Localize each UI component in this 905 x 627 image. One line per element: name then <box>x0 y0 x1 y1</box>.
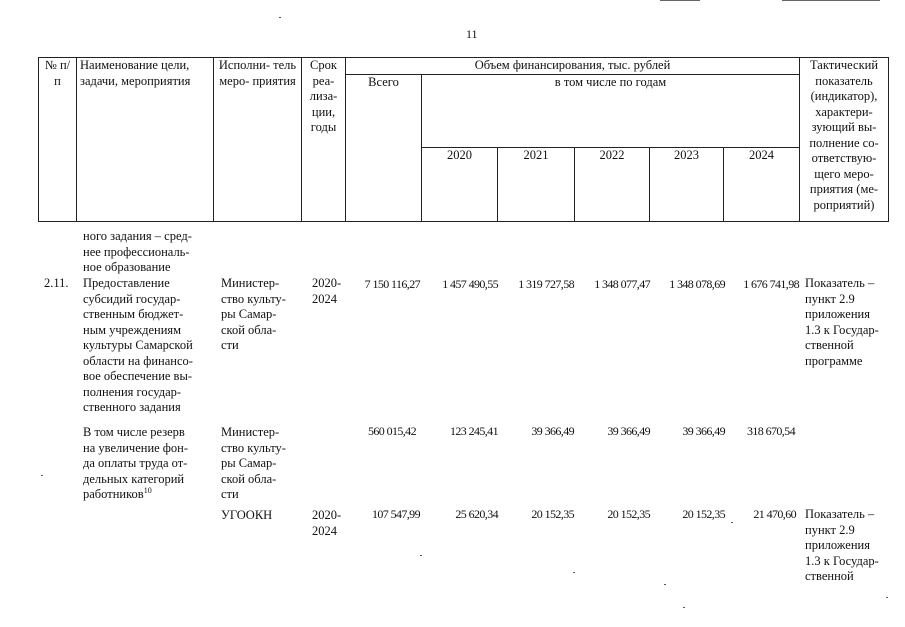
row-2022: 39 366,49 <box>607 424 650 438</box>
header-executor: Исполни- тель меро- приятия <box>214 58 302 222</box>
row-2022: 20 152,35 <box>607 507 650 521</box>
row-total: 560 015,42 <box>367 424 416 438</box>
header-name: Наименование цели, задачи, мероприятия <box>77 58 214 222</box>
header-term: Срок реа- лиза- ции, годы <box>302 58 346 222</box>
header-year-2023: 2023 <box>650 148 724 222</box>
row-2021: 20 152,35 <box>531 507 574 521</box>
row-2023: 1 348 078,69 <box>669 277 725 291</box>
row-2021: 1 319 727,58 <box>518 277 574 291</box>
table-header <box>38 57 889 222</box>
scan-speck <box>420 555 422 556</box>
row-2024: 1 676 741,98 <box>743 277 799 291</box>
page-number: 11 <box>466 27 478 41</box>
row-executor: Министер- ство культу- ры Самар- ской обла- сти <box>221 425 286 501</box>
row-term: 2020- 2024 <box>312 508 342 538</box>
header-year-2020: 2020 <box>422 148 498 222</box>
row-number: 2.11. <box>44 276 69 290</box>
header-year-2021: 2021 <box>498 148 575 222</box>
scan-speck <box>41 475 43 476</box>
row-2024: 21 470,60 <box>753 507 796 521</box>
scan-speck <box>573 572 575 573</box>
row-indicator: Показатель – пункт 2.9 приложения 1.3 к Государ- ственной <box>805 507 879 583</box>
row-2024: 318 670,54 <box>746 424 795 438</box>
row-2023: 20 152,35 <box>682 507 725 521</box>
row-2022: 1 348 077,47 <box>594 277 650 291</box>
scan-speck <box>731 522 733 523</box>
header-by-years: в том числе по годам <box>422 74 800 148</box>
header-funding: Объем финансирования, тыс. рублей <box>346 58 800 75</box>
row-2021: 39 366,49 <box>531 424 574 438</box>
row-name: Предоставление субсидий государ- ственным бюджет- ным учреждениям культуры Самарской области на финансо- вое обеспечение вы- полнения государ- ственного задания <box>83 276 193 414</box>
row-2023: 39 366,49 <box>682 424 725 438</box>
row-name <box>83 425 218 503</box>
row-2020: 1 457 490,55 <box>442 277 498 291</box>
scan-speck <box>279 17 281 18</box>
header-indicator: Тактический показатель (индикатор), характери- зующий вы- полнение со- ответствую- щего меро- приятия (ме- роприятий) <box>800 58 889 222</box>
header-year-2022: 2022 <box>575 148 650 222</box>
row-2020: 25 620,34 <box>455 507 498 521</box>
scan-speck <box>664 584 666 585</box>
row-indicator: Показатель – пункт 2.9 приложения 1.3 к Государ- ственной программе <box>805 276 879 368</box>
row-executor: УГООКН <box>221 508 273 522</box>
scan-speck <box>683 607 685 608</box>
header-total: Всего <box>346 74 422 221</box>
row-total: 7 150 116,27 <box>364 277 420 291</box>
row-2020: 123 245,41 <box>449 424 498 438</box>
row-term: 2020- 2024 <box>312 276 342 306</box>
header-num: № п/п <box>39 58 77 222</box>
row-total: 107 547,99 <box>371 507 420 521</box>
top-edge-line <box>660 0 700 1</box>
header-year-2024: 2024 <box>724 148 800 222</box>
row-executor: Министер- ство культу- ры Самар- ской обла- сти <box>221 276 286 352</box>
row-name-text: В том числе резерв на увеличение фон- да оплаты труда от- дельных категорий работников <box>83 425 189 501</box>
top-edge-line <box>782 0 880 1</box>
continuation-text: ного задания – сред- нее профессиональ- ное образование <box>83 229 192 274</box>
scan-speck <box>886 597 888 598</box>
footnote-marker: 10 <box>143 485 152 495</box>
